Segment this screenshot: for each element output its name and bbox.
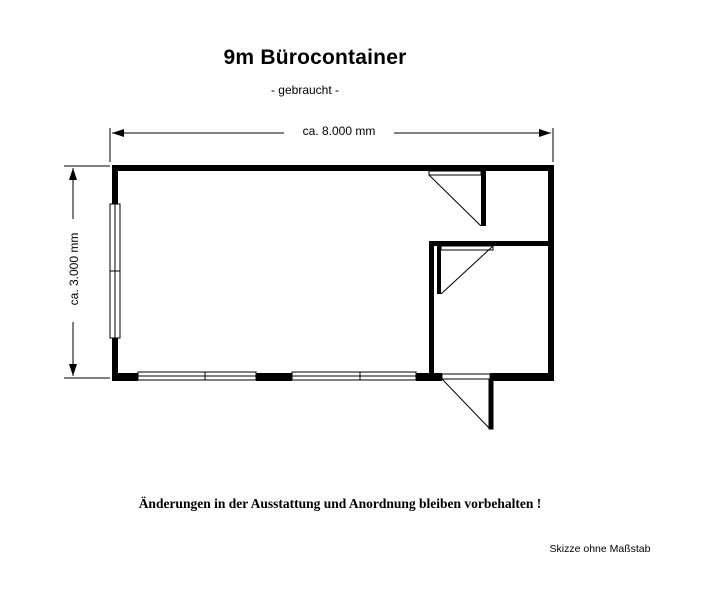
scale-note: Skizze ohne Maßstab <box>549 543 651 555</box>
length-dimension-label: ca. 8.000 mm <box>284 124 394 138</box>
outer-walls <box>112 165 554 381</box>
window-bottom-left <box>138 372 256 380</box>
interior-walls <box>429 171 548 373</box>
window-left <box>110 204 120 338</box>
door-inner <box>441 246 493 294</box>
page-subtitle: - gebraucht - <box>270 83 340 97</box>
window-bottom-right <box>292 372 416 380</box>
door-top <box>429 171 481 226</box>
door-exterior <box>442 374 493 429</box>
width-dimension-label: ca. 3.000 mm <box>67 219 81 319</box>
page-title: 9m Bürocontainer <box>223 46 407 69</box>
disclaimer-text: Änderungen in der Ausstattung und Anordnung bleiben vorbehalten ! <box>138 496 542 511</box>
